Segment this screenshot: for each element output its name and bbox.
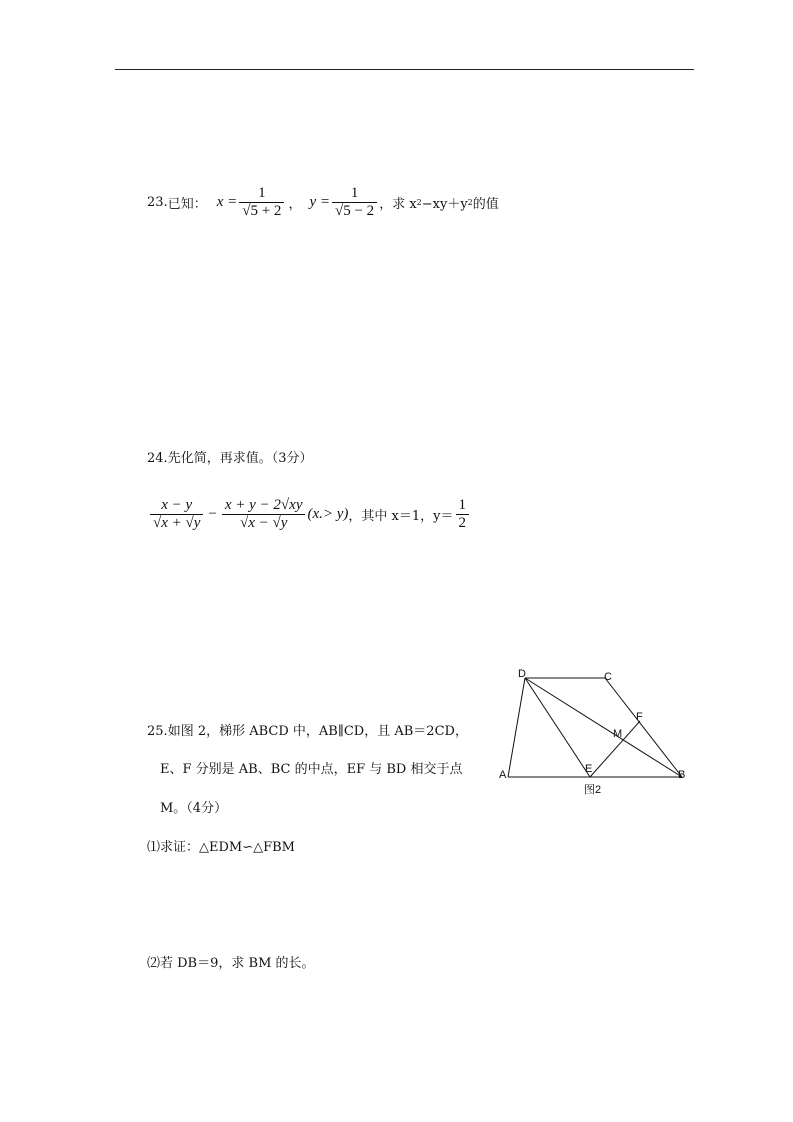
q24-fraction-2-num: x + y − 2√xy (222, 497, 306, 515)
vertex-label-a: A (499, 769, 507, 781)
q23-comma: ， (288, 196, 302, 212)
q23-tail-end: 的值 (472, 196, 499, 212)
q23-y-eq: y = (309, 193, 330, 210)
q24-text: 先化简，再求值。（3分） (167, 451, 313, 466)
q24-half (456, 497, 470, 532)
q24-fraction-2 (222, 497, 306, 532)
segment-de (525, 678, 593, 777)
q23-sup-b: 2 (467, 197, 473, 207)
q23-fraction-x-den: √5 + 2 (242, 202, 282, 219)
q24-minus: − (208, 505, 217, 522)
q23-number: 23. (147, 194, 168, 210)
figure-lines (508, 678, 682, 777)
q23-tail-pre: ，求 x (379, 196, 417, 212)
q24-fraction-1-num: x − y (150, 497, 203, 515)
question-25-line-1 (147, 720, 468, 739)
vertex-label-c: C (604, 671, 612, 683)
q23-x-eq: x = (216, 193, 238, 210)
q23-tail-mid: −xy＋y (421, 196, 468, 212)
point-label-f: F (636, 711, 643, 723)
question-24-expression (148, 490, 471, 538)
question-25-part-1: ⑴求证：△EDM∽△FBM (147, 840, 295, 855)
q23-fraction-x (239, 185, 284, 220)
q24-half-den: 2 (458, 514, 467, 531)
segment-ad (508, 678, 525, 777)
q23-fraction-y (332, 185, 377, 220)
question-25-line-3: M。（4分） (160, 801, 228, 816)
q23-sup-a: 2 (416, 197, 422, 207)
question-23 (147, 180, 499, 224)
q23-fraction-x-num: 1 (239, 185, 284, 203)
q24-number: 24. (147, 451, 168, 466)
q24-fraction-1 (150, 497, 203, 532)
q24-given: ，其中 x＝1，y＝ (348, 508, 454, 524)
q24-half-num: 1 (456, 497, 470, 515)
question-25-part-2: ⑵若 DB＝9，求 BM 的长。 (147, 956, 315, 971)
vertex-label-d: D (518, 668, 526, 680)
q23-lead: 已知： (167, 196, 207, 212)
point-label-m: M (613, 728, 623, 740)
q23-fraction-y-den: √5 − 2 (334, 202, 375, 219)
question-24-heading (147, 447, 312, 466)
figure-caption: 图2 (584, 784, 602, 796)
q24-condition: (x.> y) (307, 505, 349, 522)
q25-line-1-text: 如图 2，梯形 ABCD 中，AB∥CD，且 AB＝2CD， (167, 724, 468, 739)
q24-fraction-2-den: √x − √y (239, 514, 288, 531)
vertex-label-b: B (678, 769, 686, 781)
trapezoid-figure (495, 665, 695, 805)
q24-fraction-1-den: √x + √y (153, 514, 201, 531)
point-label-e: E (585, 763, 593, 775)
q23-fraction-y-num: 1 (332, 185, 377, 203)
q25-number: 25. (147, 724, 168, 739)
question-25-line-2: E、F 分别是 AB、BC 的中点，EF 与 BD 相交于点 (160, 762, 463, 777)
header-rule (115, 69, 694, 70)
